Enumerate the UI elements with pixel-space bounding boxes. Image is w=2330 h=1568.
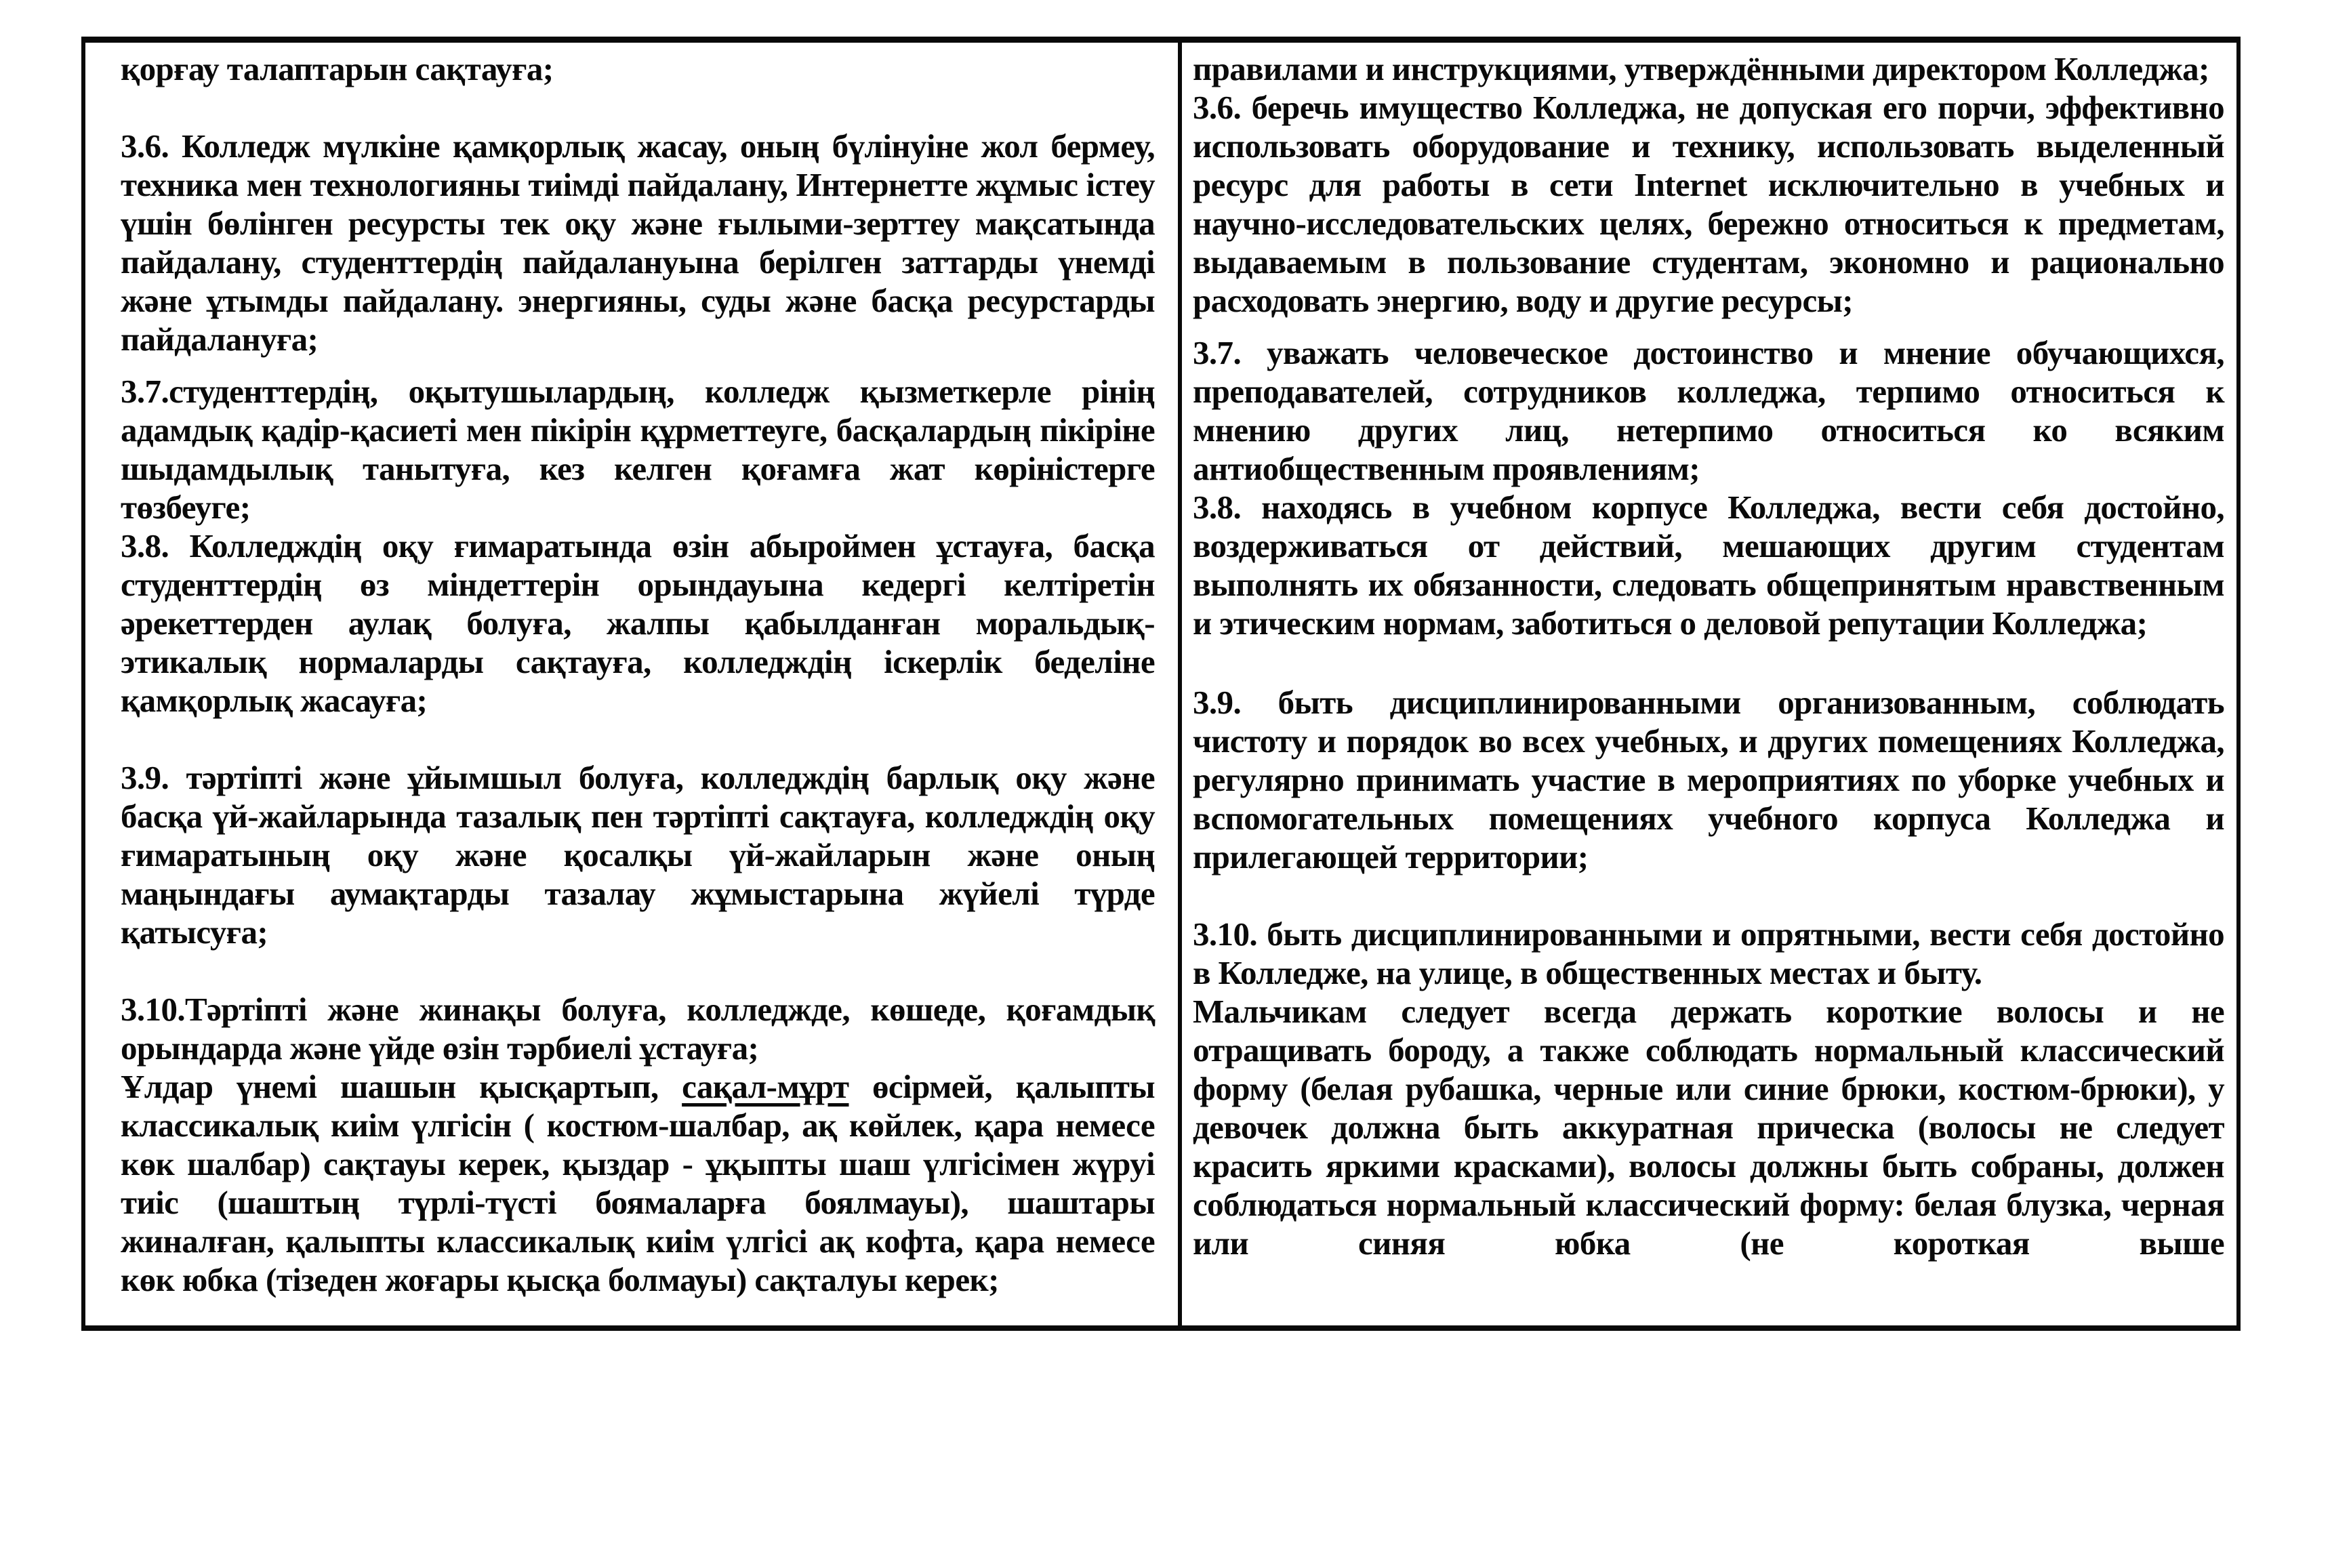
text-segment: 3.10.Тәртіпті және жинақы болуға, колледжде, көшеде, қоғамдық орындарда және үйде өзін тәрбиелі ұстауға;	[121, 991, 1155, 1067]
kk-intro-fragment	[121, 49, 1155, 88]
ru-clause-3-6	[1193, 88, 2224, 320]
kk-clause-3-10	[121, 990, 1155, 1067]
text-segment: өсірмей, қалыпты классикалық киім үлгісін ( костюм-шалбар, ақ көйлек, қара немесе көк шалбар) сақтауы керек, қыздар - ұқыпты шаш үлгісімен жүруі тиіс (шаштың түрлі-түсті боямаларға боялмауы), шаштары жиналған, қалыпты классикалық киім үлгісі ақ кофта, қара немесе көк юбка (тізеден жоғары қысқа болмауы) сақталуы керек;	[121, 1068, 1155, 1298]
text-segment: Мальчикам следует всегда держать короткие волосы и не отращивать бороду, а также соблюдать нормальный классический форму (белая рубашка, черные или синие брюки, костюм-брюки), у девочек должна быть аккуратная прическа (волосы не следует красить яркими красками), волосы должны быть собраны, должен соблюдаться нормальный классический форму: белая блузка, черная или синяя юбка (не короткая выше	[1193, 993, 2224, 1262]
text-segment: 3.9. быть дисциплинированными организованным, соблюдать чистоту и порядок во всех учебных, и других помещениях Колледжа, регулярно принимать участие в мероприятиях по уборке учебных и вспомогательных помещениях учебного корпуса Колледжа и прилегающей территории;	[1193, 684, 2224, 875]
kk-clause-3-9	[121, 758, 1155, 951]
text-segment: 3.6. Колледж мүлкіне қамқорлық жасау, оның бүлінуіне жол бермеу, техника мен технологияны тиімді пайдалану, Интернетте жұмыс істеу үшін бөлінген ресурсты тек оқу және ғылыми-зерттеу мақсатында пайдалану, студенттердің пайдалануына берілген заттарды үнемді және ұтымды пайдалану. энергияны, суды және басқа ресурстарды пайдалануға;	[121, 127, 1155, 358]
kk-clause-3-6	[121, 127, 1155, 358]
text-segment: 3.8. находясь в учебном корпусе Колледжа, вести себя достойно, воздерживаться от действий, мешающих другим студентам выполнять их обязанности, следовать общепринятым нравственным и этическим нормам, заботиться о деловой репутации Колледжа;	[1193, 489, 2224, 642]
text-segment: Ұлдар үнемі шашын қысқартып,	[121, 1068, 682, 1105]
text-segment: 3.9. тәртіпті және ұйымшыл болуға, колледждің барлық оқу және басқа үй-жайларында тазалық пен тәртіпті сақтауға, колледждің оқу ғимаратының оқу және қосалқы үй-жайларын және оның маңындағы аумақтарды тазалау жұмыстарына жүйелі түрде қатысуға;	[121, 759, 1155, 951]
text-segment: 3.6. беречь имущество Колледжа, не допуская его порчи, эффективно использовать оборудование и технику, использовать выделенный ресурс для работы в сети Internet исключительно в учебных и научно-исследовательских целях, бережно относиться к предметам, выдаваемым в пользование студентам, экономно и рационально расходовать энергию, воду и другие ресурсы;	[1193, 89, 2224, 319]
ru-clause-3-7	[1193, 333, 2224, 488]
ru-intro-fragment	[1193, 49, 2224, 88]
ru-clause-3-10	[1193, 915, 2224, 992]
kk-clause-3-8	[121, 527, 1155, 720]
text-segment: қорғау талаптарын сақтауға;	[121, 50, 554, 87]
text-segment: 3.8. Колледждің оқу ғимаратында өзін абыроймен ұстауға, басқа студенттердің өз міндеттерін орындауына кедергі келтіретін әрекеттерден аулақ болуға, жалпы қабылданған моральдық-этикалық нормаларды сақтауға, колледждің іскерлік беделіне қамқорлық жасауға;	[121, 527, 1155, 719]
underlined-phrase: сақал-мұрт	[682, 1068, 849, 1105]
column-kazakh	[85, 43, 1178, 1325]
ru-dress-code	[1193, 992, 2224, 1262]
text-segment: правилами и инструкциями, утверждёнными директором Колледжа;	[1193, 50, 2209, 87]
text-segment: 3.10. быть дисциплинированными и опрятными, вести себя достойно в Колледже, на улице, в общественных местах и быту.	[1193, 915, 2224, 991]
text-segment: 3.7. уважать человеческое достоинство и мнение обучающихся, преподавателей, сотрудников колледжа, терпимо относиться к мнению других лиц, нетерпимо относиться ко всяким антиобщественным проявлениям;	[1193, 334, 2224, 487]
ru-clause-3-9	[1193, 683, 2224, 876]
column-russian	[1182, 43, 2236, 1325]
rules-table	[81, 37, 2241, 1331]
kk-clause-3-7	[121, 372, 1155, 527]
ru-clause-3-8	[1193, 488, 2224, 642]
kk-dress-code	[121, 1067, 1155, 1299]
text-segment: 3.7.студенттердің, оқытушылардың, колледж қызметкерле рінің адамдық қадір-қасиеті мен пікірін құрметтеуге, басқалардың пікіріне шыдамдылық танытуға, кез келген қоғамға жат көріністерге төзбеуге;	[121, 373, 1155, 526]
